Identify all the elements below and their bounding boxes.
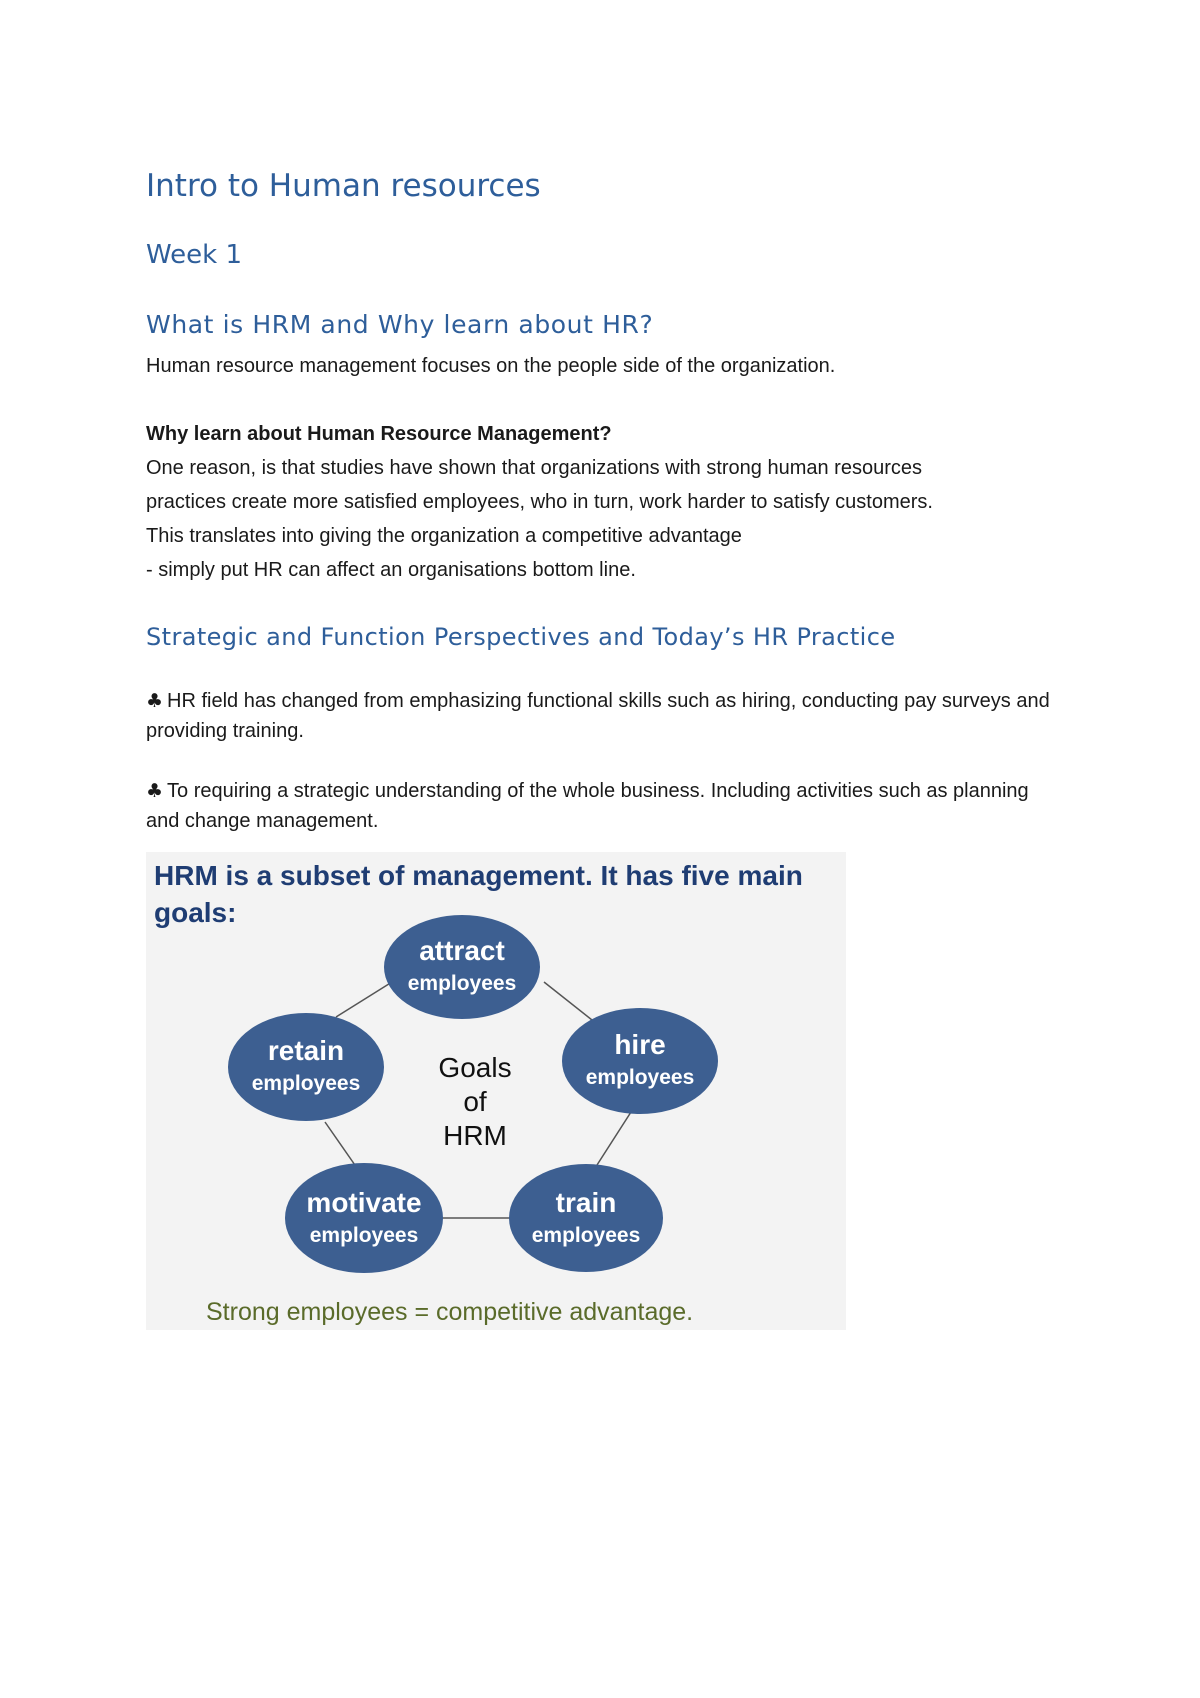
goal-verb: motivate xyxy=(306,1187,422,1218)
club-bullet-icon: ♣ xyxy=(146,780,164,802)
center-line-2: of xyxy=(463,1086,487,1117)
connector-line xyxy=(544,982,592,1020)
figure-footer: Strong employees = competitive advantage. xyxy=(206,1298,694,1326)
goals-center-label xyxy=(438,1052,511,1151)
goal-noun: employees xyxy=(585,1066,695,1089)
goal-ellipse xyxy=(562,1008,718,1114)
why-line-2: practices create more satisfied employees, who in turn, work harder to satisfy customers. xyxy=(146,491,933,513)
bullet-item: ♣ HR field has changed from emphasizing functional skills such as hiring, conducting pay surveys and providing training. xyxy=(146,690,1050,742)
goal-hire xyxy=(562,1008,718,1114)
goal-ellipse xyxy=(285,1163,443,1273)
figure-heading-line-2: goals: xyxy=(154,897,237,928)
hrm-goals-figure xyxy=(146,852,846,1330)
bullet-item: ♣ To requiring a strategic understanding of the whole business. Including activities such as planning and change management. xyxy=(146,780,1029,832)
goal-ellipse xyxy=(228,1013,384,1121)
figure-heading-line-1: HRM is a subset of management. It has five main xyxy=(154,860,803,891)
goal-train xyxy=(509,1164,663,1272)
goal-ellipse xyxy=(384,915,540,1019)
week-heading: Week 1 xyxy=(146,240,243,270)
hrm-definition: Human resource management focuses on the people side of the organization. xyxy=(146,355,836,377)
why-line-1: One reason, is that studies have shown that organizations with strong human resources xyxy=(146,457,922,479)
goal-ellipse xyxy=(509,1164,663,1272)
document-title: Intro to Human resources xyxy=(146,168,541,204)
goal-verb: hire xyxy=(614,1029,666,1060)
connector-line xyxy=(597,1112,631,1165)
goal-verb: retain xyxy=(267,1035,345,1066)
connector-line xyxy=(325,1122,357,1168)
why-line-4: - simply put HR can affect an organisations bottom line. xyxy=(146,559,636,581)
section-heading-hrm: What is HRM and Why learn about HR? xyxy=(146,310,654,339)
center-line-1: Goals xyxy=(438,1052,512,1083)
center-line-3: HRM xyxy=(443,1120,507,1151)
goal-noun: employees xyxy=(531,1224,641,1247)
goals-diagram xyxy=(146,852,846,1330)
why-learn-subheading: Why learn about Human Resource Management? xyxy=(146,423,612,445)
goal-attract xyxy=(384,915,540,1019)
connector-line xyxy=(336,982,392,1017)
goal-verb: train xyxy=(555,1187,617,1218)
why-line-3: This translates into giving the organization a competitive advantage xyxy=(146,525,742,547)
goal-verb: attract xyxy=(419,935,505,966)
goal-motivate xyxy=(285,1163,443,1273)
goal-retain xyxy=(228,1013,384,1121)
club-bullet-icon: ♣ xyxy=(146,690,164,712)
goal-noun: employees xyxy=(251,1072,361,1095)
goal-noun: employees xyxy=(309,1224,419,1247)
section-heading-strategic: Strategic and Function Perspectives and Today’s HR Practice xyxy=(146,623,896,651)
goal-noun: employees xyxy=(407,972,517,995)
